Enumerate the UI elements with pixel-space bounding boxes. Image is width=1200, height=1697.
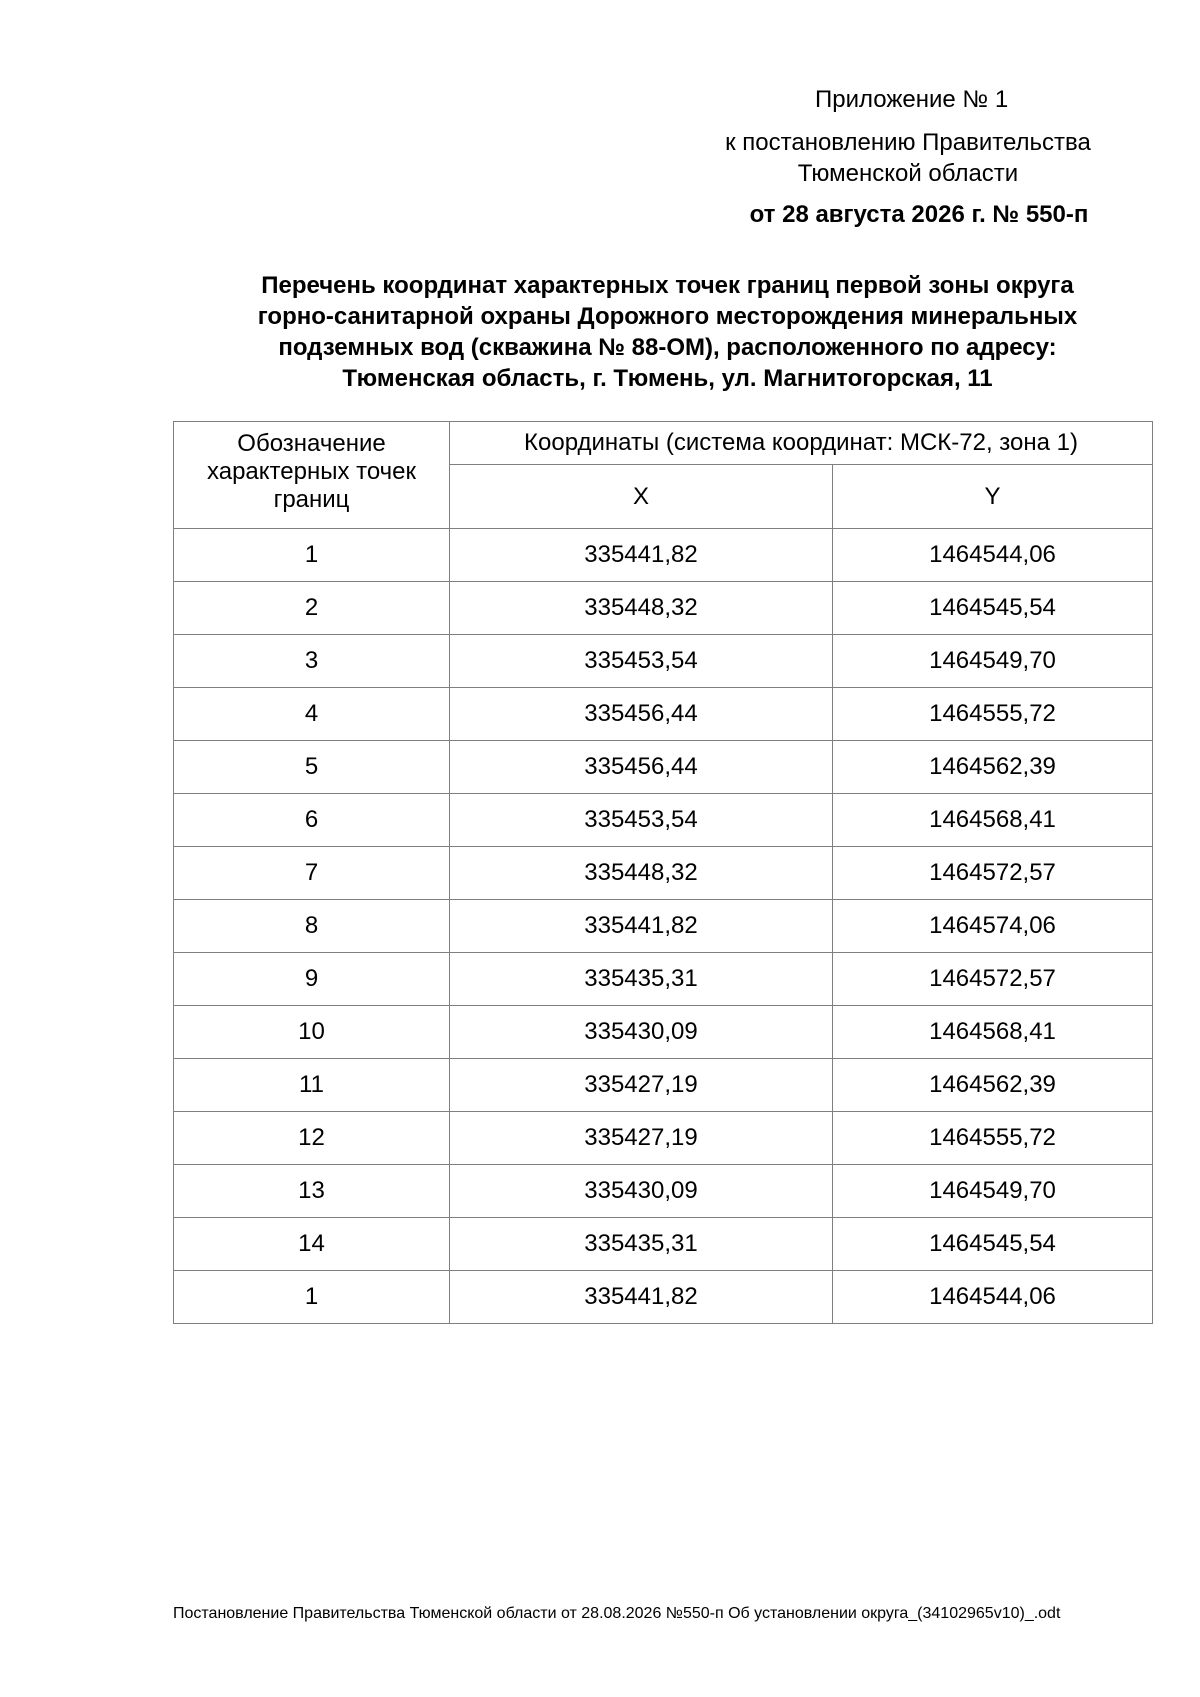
y-cell: 1464562,39: [833, 741, 1153, 794]
designation-header-line: характерных точек: [206, 458, 417, 485]
point-cell: 12: [174, 1112, 450, 1165]
appendix-to-line: к постановлению Правительства: [725, 129, 1091, 156]
y-cell: 1464562,39: [833, 1059, 1153, 1112]
table-row: [174, 794, 1153, 847]
point-cell: 9: [174, 953, 450, 1006]
x-cell: 335448,32: [450, 582, 833, 635]
title-line: Тюменская область, г. Тюмень, ул. Магнитогорская, 11: [342, 365, 993, 392]
x-cell: 335453,54: [450, 635, 833, 688]
appendix-to-line: Тюменской области: [797, 160, 1019, 187]
table-row: [174, 847, 1153, 900]
y-cell: 1464572,57: [833, 847, 1153, 900]
table-row: [174, 900, 1153, 953]
x-header: X: [450, 465, 833, 529]
table-row: [174, 1006, 1153, 1059]
designation-header-line: границ: [273, 486, 350, 513]
y-cell: 1464545,54: [833, 1218, 1153, 1271]
point-cell: 7: [174, 847, 450, 900]
x-cell: 335456,44: [450, 688, 833, 741]
appendix-to-block: [706, 127, 1110, 189]
designation-header: [174, 422, 450, 529]
table-row: [174, 741, 1153, 794]
x-cell: 335430,09: [450, 1165, 833, 1218]
x-cell: 335441,82: [450, 1271, 833, 1324]
x-cell: 335456,44: [450, 741, 833, 794]
y-cell: 1464544,06: [833, 529, 1153, 582]
y-cell: 1464555,72: [833, 688, 1153, 741]
table-row: [174, 1059, 1153, 1112]
y-header: Y: [833, 465, 1153, 529]
coordinates-table: [173, 421, 1153, 1324]
table-row: [174, 1165, 1153, 1218]
point-cell: 6: [174, 794, 450, 847]
coordinates-header: Координаты (система координат: МСК-72, зона 1): [450, 422, 1153, 465]
title-line: подземных вод (скважина № 88-ОМ), расположенного по адресу:: [278, 334, 1057, 361]
footer-filename: Постановление Правительства Тюменской области от 28.08.2026 №550-п Об установлении округа_(34102965v10)_.odt: [173, 1605, 1061, 1622]
point-cell: 8: [174, 900, 450, 953]
point-cell: 11: [174, 1059, 450, 1112]
title-line: Перечень координат характерных точек границ первой зоны округа: [261, 272, 1074, 299]
table-row: [174, 1271, 1153, 1324]
y-cell: 1464544,06: [833, 1271, 1153, 1324]
point-cell: 3: [174, 635, 450, 688]
y-cell: 1464568,41: [833, 1006, 1153, 1059]
x-cell: 335448,32: [450, 847, 833, 900]
y-cell: 1464549,70: [833, 635, 1153, 688]
point-cell: 1: [174, 529, 450, 582]
x-cell: 335427,19: [450, 1059, 833, 1112]
x-cell: 335435,31: [450, 953, 833, 1006]
table-row: [174, 635, 1153, 688]
resolution-date-number: от 28 августа 2026 г. № 550-п: [749, 201, 1089, 228]
x-cell: 335441,82: [450, 900, 833, 953]
point-cell: 1: [174, 1271, 450, 1324]
appendix-label: Приложение № 1: [815, 86, 1009, 113]
point-cell: 5: [174, 741, 450, 794]
table-row: [174, 1112, 1153, 1165]
title-line: горно-санитарной охраны Дорожного месторождения минеральных: [257, 303, 1078, 330]
x-cell: 335453,54: [450, 794, 833, 847]
point-cell: 13: [174, 1165, 450, 1218]
document-title: [200, 270, 1135, 394]
x-cell: 335430,09: [450, 1006, 833, 1059]
table-row: [174, 529, 1153, 582]
y-cell: 1464572,57: [833, 953, 1153, 1006]
point-cell: 2: [174, 582, 450, 635]
table-row: [174, 953, 1153, 1006]
x-cell: 335441,82: [450, 529, 833, 582]
designation-header-line: Обозначение: [237, 430, 386, 457]
y-cell: 1464555,72: [833, 1112, 1153, 1165]
table-row: [174, 582, 1153, 635]
point-cell: 14: [174, 1218, 450, 1271]
x-cell: 335427,19: [450, 1112, 833, 1165]
table-row: [174, 688, 1153, 741]
table-row: [174, 1218, 1153, 1271]
point-cell: 10: [174, 1006, 450, 1059]
y-cell: 1464574,06: [833, 900, 1153, 953]
y-cell: 1464545,54: [833, 582, 1153, 635]
point-cell: 4: [174, 688, 450, 741]
y-cell: 1464549,70: [833, 1165, 1153, 1218]
x-cell: 335435,31: [450, 1218, 833, 1271]
y-cell: 1464568,41: [833, 794, 1153, 847]
